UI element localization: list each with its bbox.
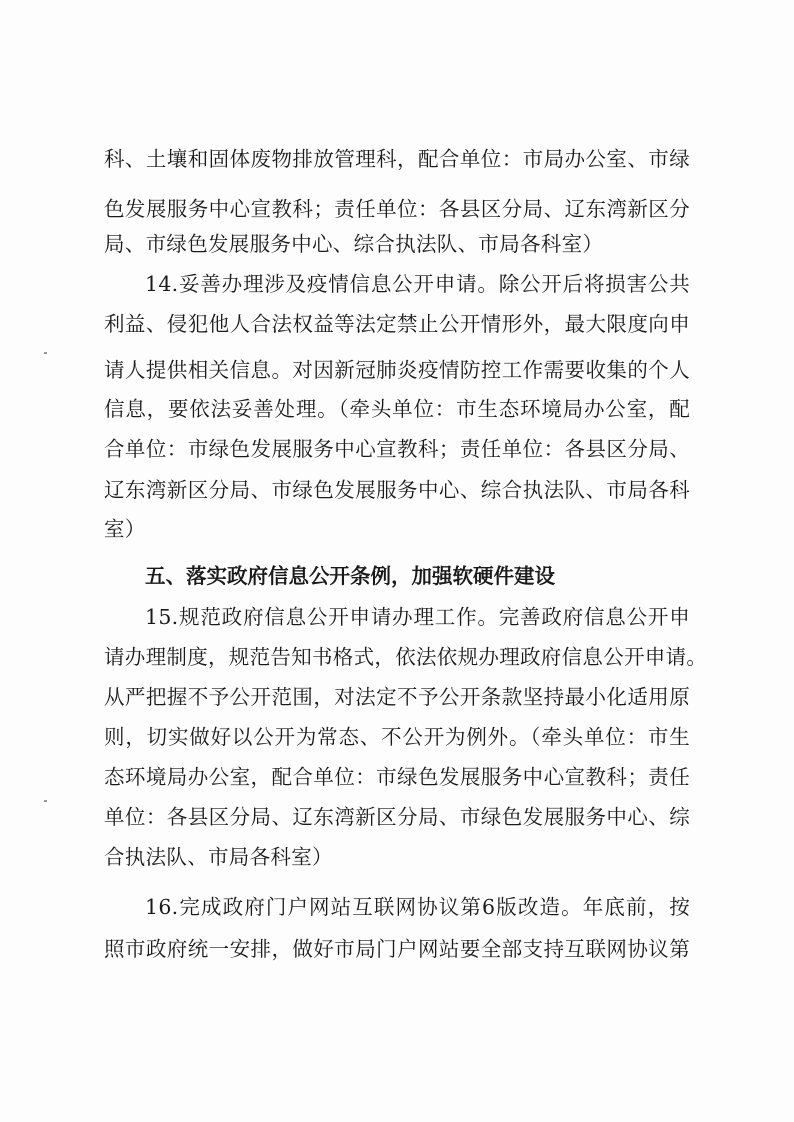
text-line: 室） bbox=[104, 517, 146, 541]
text-line: 科、土壤和固体废物排放管理科，配合单位：市局办公室、市绿 bbox=[104, 147, 690, 171]
scan-mark bbox=[44, 352, 47, 354]
text-line: 单位：各县区分局、辽东湾新区分局、市绿色发展服务中心、综 bbox=[104, 805, 690, 829]
text-line: 态环境局办公室，配合单位：市绿色发展服务中心宣教科；责任 bbox=[104, 765, 690, 789]
text-line: 从严把握不予公开范围，对法定不予公开条款坚持最小化适用原 bbox=[104, 685, 690, 709]
text-line: 色发展服务中心宣教科；责任单位：各县区分局、辽东湾新区分 bbox=[104, 197, 690, 221]
text-line: 局、市绿色发展服务中心、综合执法队、市局各科室） bbox=[104, 232, 604, 256]
text-line: 则，切实做好以公开为常态、不公开为例外。（牵头单位：市生 bbox=[104, 725, 690, 749]
scan-mark bbox=[44, 800, 47, 802]
text-line: 信息，要依法妥善处理。（牵头单位：市生态环境局办公室，配 bbox=[104, 397, 690, 421]
text-line: 请办理制度，规范告知书格式，依法依规办理政府信息公开申请。 bbox=[104, 645, 708, 669]
paragraph-15-start: 15.规范政府信息公开申请办理工作。完善政府信息公开申 bbox=[145, 605, 690, 629]
text-line: 合单位：市绿色发展服务中心宣教科；责任单位：各县区分局、 bbox=[104, 437, 690, 461]
section-heading: 五、落实政府信息公开条例，加强软硬件建设 bbox=[145, 564, 555, 588]
text-line: 辽东湾新区分局、市绿色发展服务中心、综合执法队、市局各科 bbox=[104, 478, 690, 502]
paragraph-16-start: 16.完成政府门户网站互联网协议第6版改造。年底前，按 bbox=[145, 895, 690, 919]
paragraph-14-start: 14.妥善办理涉及疫情信息公开申请。除公开后将损害公共 bbox=[145, 272, 690, 296]
text-line: 利益、侵犯他人合法权益等法定禁止公开情形外，最大限度向申 bbox=[104, 312, 690, 336]
text-line: 照市政府统一安排，做好市局门户网站要全部支持互联网协议第 bbox=[104, 937, 690, 961]
text-line: 请人提供相关信息。对因新冠肺炎疫情防控工作需要收集的个人 bbox=[104, 358, 690, 382]
text-line: 合执法队、市局各科室） bbox=[104, 845, 333, 869]
